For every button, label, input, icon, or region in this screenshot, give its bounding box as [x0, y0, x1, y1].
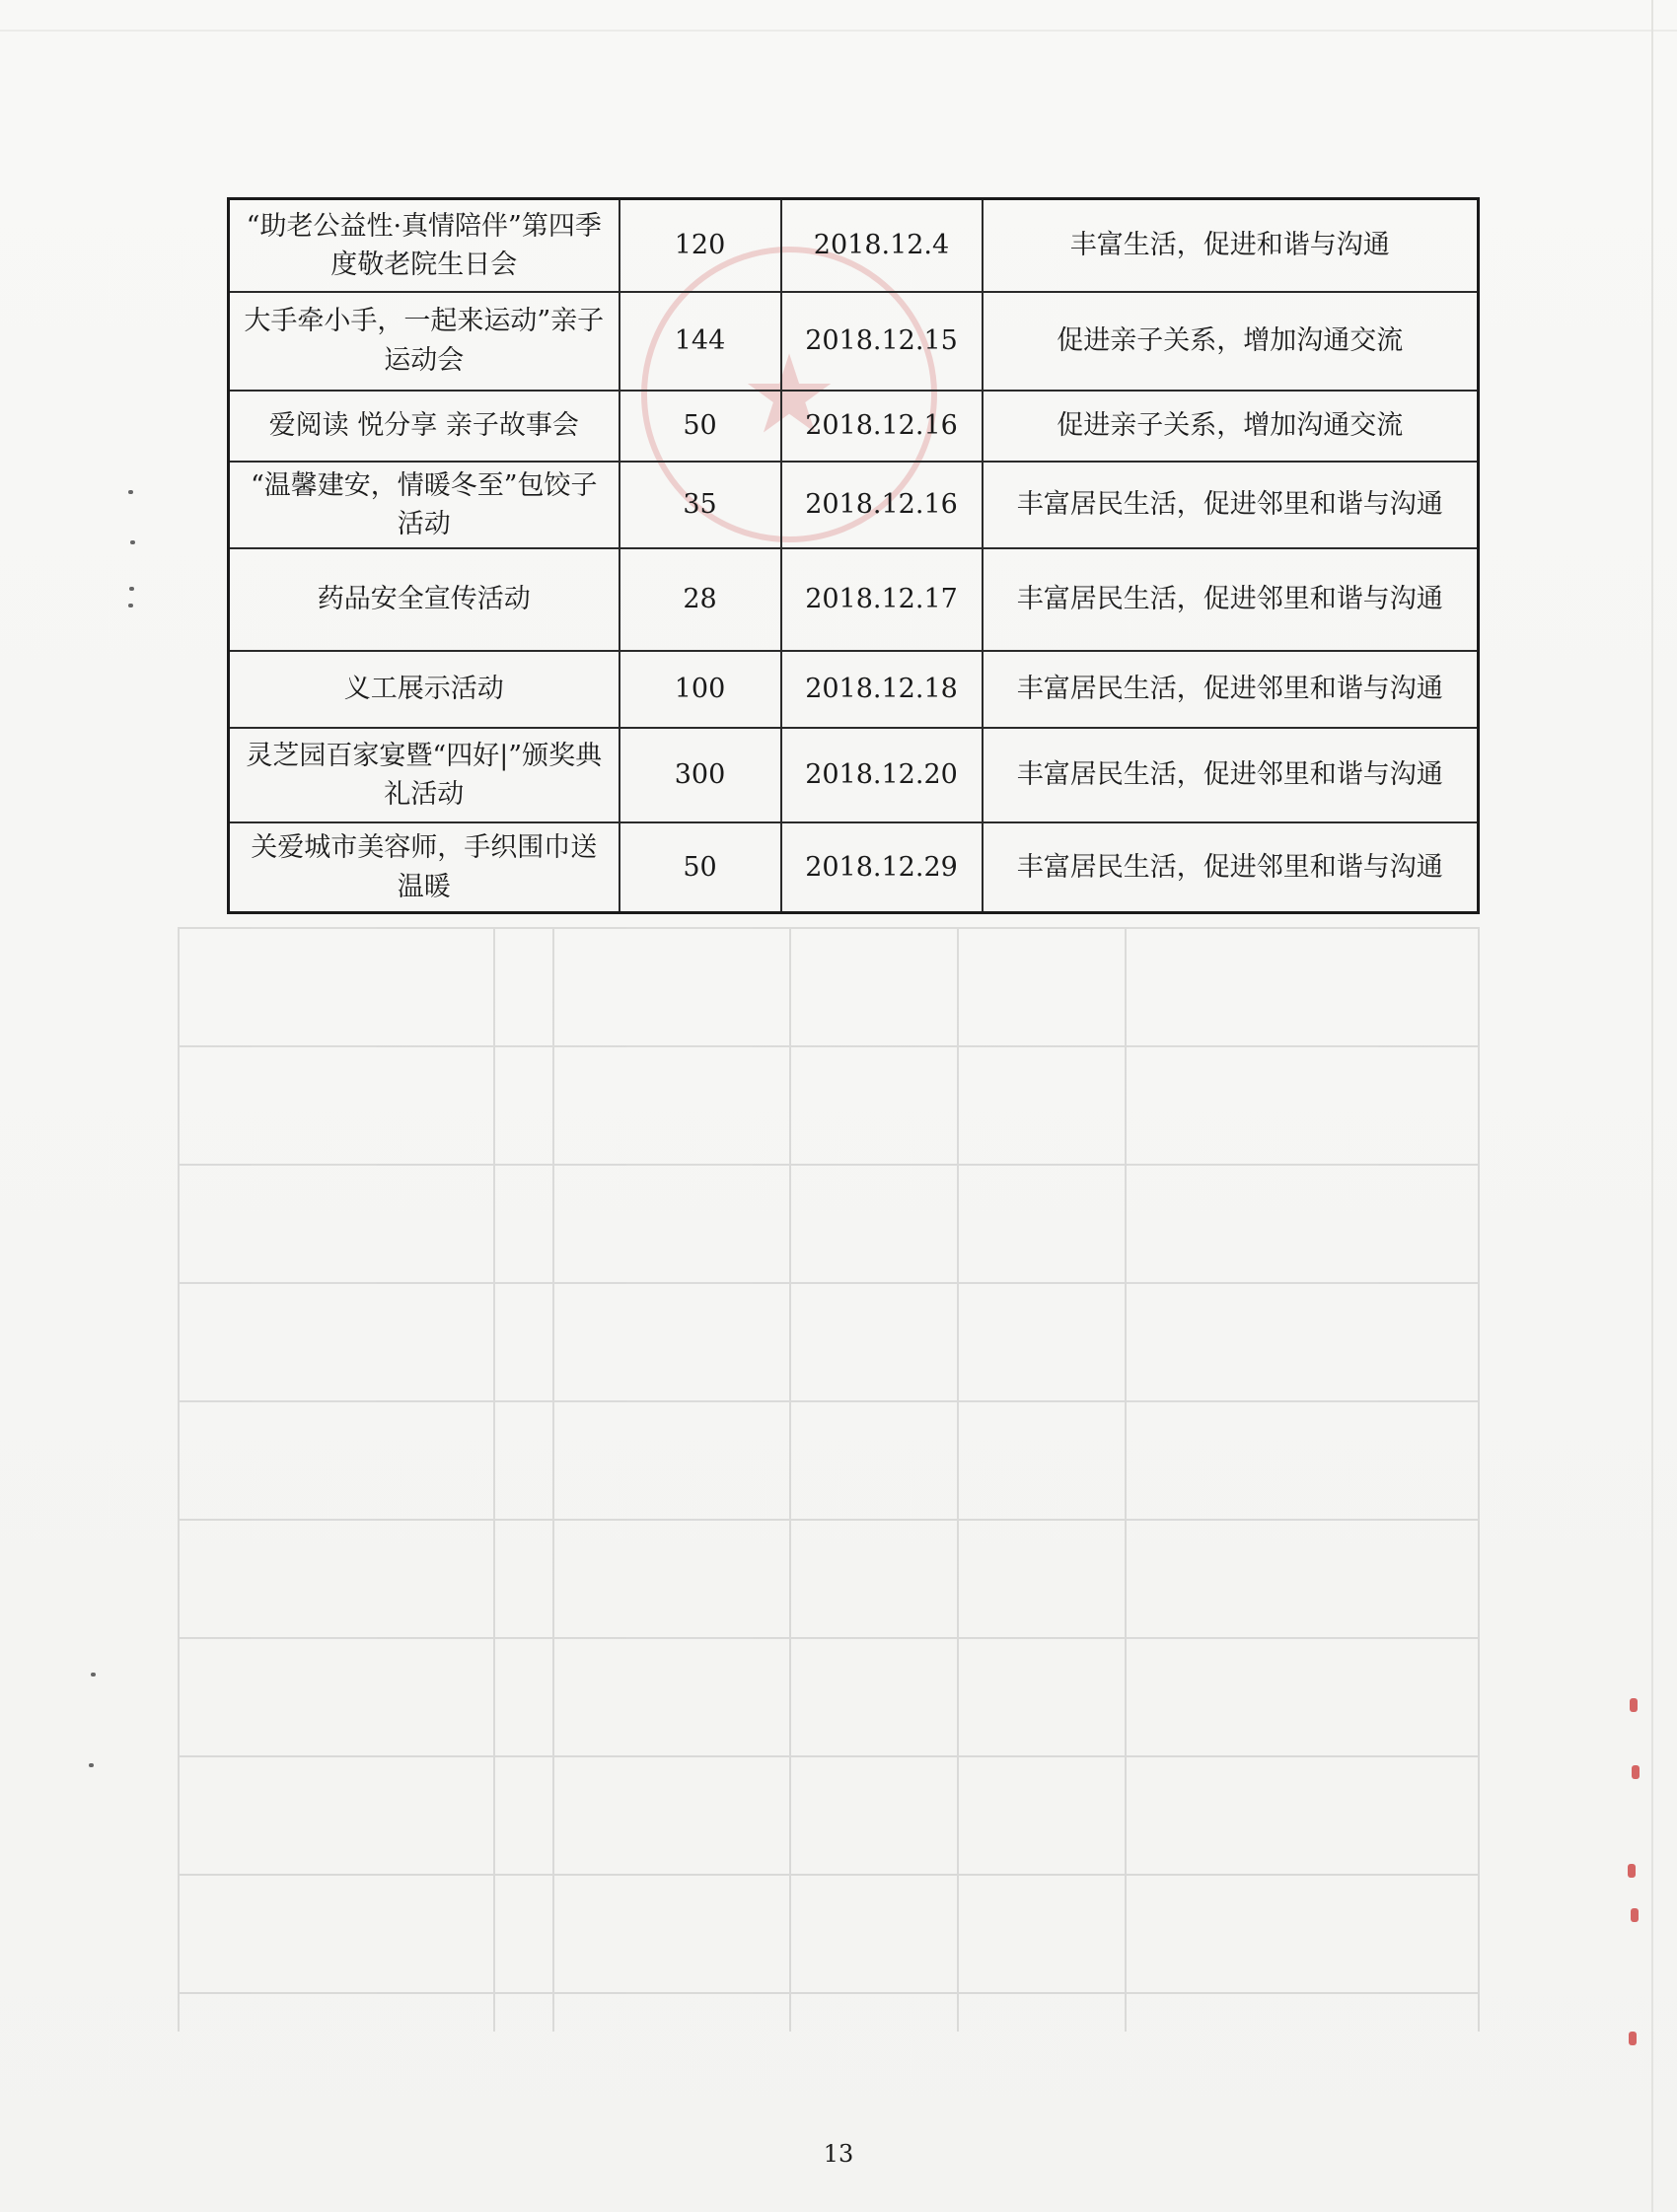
table-row	[229, 199, 1479, 292]
page-edge-right	[1651, 0, 1653, 2212]
participant-count-cell: 100	[620, 651, 781, 728]
table-row	[229, 548, 1479, 651]
activity-date-cell: 2018.12.17	[781, 548, 983, 651]
table-row	[229, 462, 1479, 548]
activity-date-cell: 2018.12.16	[781, 462, 983, 548]
table-row	[229, 391, 1479, 462]
red-edge-mark	[1632, 1765, 1640, 1779]
scan-speck	[91, 1673, 96, 1677]
activity-name-cell: 义工展示活动	[229, 651, 620, 728]
activity-name-cell: 药品安全宣传活动	[229, 548, 620, 651]
participant-count-cell: 300	[620, 728, 781, 822]
red-edge-mark	[1630, 1698, 1638, 1712]
scan-speck	[89, 1763, 94, 1767]
activity-name-cell: “温馨建安，情暖冬至”包饺子活动	[229, 462, 620, 548]
activity-effect-cell: 丰富生活，促进和谐与沟通	[983, 199, 1479, 292]
activity-effect-cell: 丰富居民生活，促进邻里和谐与沟通	[983, 548, 1479, 651]
activity-name-cell: 灵芝园百家宴暨“四好|”颁奖典礼活动	[229, 728, 620, 822]
seal-star-icon: ★	[740, 331, 838, 458]
scan-speck	[130, 540, 135, 544]
red-edge-mark	[1629, 2032, 1637, 2045]
activity-effect-cell: 丰富居民生活，促进邻里和谐与沟通	[983, 728, 1479, 822]
scan-speck	[129, 587, 134, 591]
page-number: 13	[823, 2140, 854, 2168]
activity-date-cell: 2018.12.29	[781, 822, 983, 913]
page-edge-top	[0, 30, 1677, 32]
table-row	[229, 822, 1479, 913]
activity-effect-cell: 促进亲子关系，增加沟通交流	[983, 391, 1479, 462]
scan-speck	[128, 604, 133, 607]
activity-date-cell: 2018.12.18	[781, 651, 983, 728]
table-row	[229, 292, 1479, 391]
activity-table	[227, 197, 1480, 914]
red-edge-mark	[1631, 1908, 1639, 1922]
table-row	[229, 728, 1479, 822]
red-edge-mark	[1628, 1864, 1636, 1878]
activity-effect-cell: 丰富居民生活，促进邻里和谐与沟通	[983, 462, 1479, 548]
activity-name-cell: “助老公益性·真情陪伴”第四季度敬老院生日会	[229, 199, 620, 292]
participant-count-cell: 28	[620, 548, 781, 651]
participant-count-cell: 35	[620, 462, 781, 548]
participant-count-cell: 50	[620, 391, 781, 462]
activity-date-cell: 2018.12.20	[781, 728, 983, 822]
participant-count-cell: 144	[620, 292, 781, 391]
activity-name-cell: 爱阅读 悦分享 亲子故事会	[229, 391, 620, 462]
activity-date-cell: 2018.12.4	[781, 199, 983, 292]
participant-count-cell: 50	[620, 822, 781, 913]
scan-speck	[128, 490, 133, 494]
activity-effect-cell: 丰富居民生活，促进邻里和谐与沟通	[983, 651, 1479, 728]
activity-effect-cell: 丰富居民生活，促进邻里和谐与沟通	[983, 822, 1479, 913]
activity-date-cell: 2018.12.15	[781, 292, 983, 391]
table-row	[229, 651, 1479, 728]
activity-date-cell: 2018.12.16	[781, 391, 983, 462]
show-through-grid	[178, 927, 1480, 2032]
activity-name-cell: 关爱城市美容师，手织围巾送温暖	[229, 822, 620, 913]
activity-effect-cell: 促进亲子关系，增加沟通交流	[983, 292, 1479, 391]
activity-name-cell: 大手牵小手，一起来运动”亲子运动会	[229, 292, 620, 391]
participant-count-cell: 120	[620, 199, 781, 292]
